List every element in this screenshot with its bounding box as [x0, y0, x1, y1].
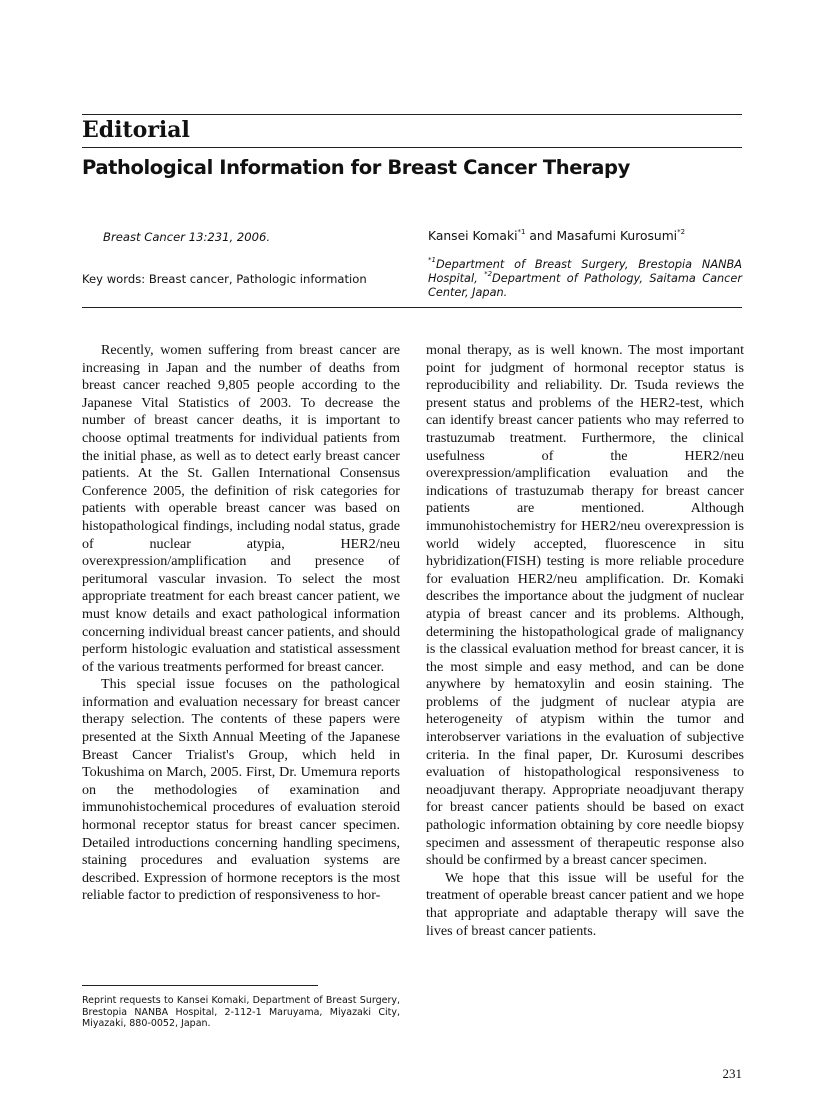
affiliation-mark: *1	[428, 256, 436, 265]
body-column-right	[426, 342, 744, 940]
page-number: 231	[722, 1066, 742, 1081]
affiliation-text: Department of Pathology, Saitama Cancer Center, Japan.	[428, 272, 742, 299]
body-column-left	[82, 342, 400, 905]
affiliation-mark: *2	[484, 270, 493, 279]
footnote-rule	[82, 985, 318, 986]
author-connector: and	[525, 229, 557, 243]
citation: Breast Cancer 13:231, 2006.	[103, 230, 271, 244]
body-paragraph: This special issue focuses on the pathological information and evaluation necessary for breast cancer therapy selection. The contents of these papers were presented at the Sixth Annual Meeting of the Japanese Breast Cancer Trialist's Group, which held in Tokushima on March, 2005. First, Dr. Umemura reports on the methodologies of examination and immunohistochemical procedures of evaluation steroid hormonal receptor status for breast cancer specimen. Detailed introductions concerning handling specimens, staining procedures and evaluation systems are described. Expression of hormone receptors is the most reliable factor to prediction of responsiveness to hor-	[82, 676, 400, 904]
title-rule	[82, 147, 742, 148]
body-paragraph: Recently, women suffering from breast cancer are increasing in Japan and the number of deaths from breast cancer reached 9,805 people according to the Japanese Vital Statistics of 2003. To decrease the number of breast cancer deaths, it is important to choose optimal treatments for individual patients from the initial phase, as well as to detect early breast cancer patients. At the St. Gallen International Consensus Conference 2005, the definition of risk categories for patients with operable breast cancer was based on histopathological findings, including nodal status, grade of nuclear atypia, HER2/neu overexpression/amplification and presence of peritumoral vascular invasion. To select the most appropriate treatment for each breast cancer patient, we must know details and exact pathological information concerning individual breast cancer patients, and should perform histologic evaluation and statistical assessment of the various treatments performed for breast cancer.	[82, 342, 400, 675]
author-name: Kansei Komaki	[428, 229, 518, 243]
authors	[428, 229, 685, 243]
body-paragraph: We hope that this issue will be useful for the treatment of operable breast cancer patient and we hope that appropriate and adaptable therapy will save the lives of breast cancer patients.	[426, 869, 744, 939]
section-label: Editorial	[82, 117, 190, 143]
affiliations	[428, 258, 742, 300]
keywords: Key words: Breast cancer, Pathologic information	[82, 272, 367, 286]
author-mark: *2	[677, 227, 686, 236]
footnote: Reprint requests to Kansei Komaki, Department of Breast Surgery, Brestopia NANBA Hospital, 2-112-1 Maruyama, Miyazaki City, Miyazaki, 880-0052, Japan.	[82, 995, 400, 1030]
article-title: Pathological Information for Breast Cancer Therapy	[82, 156, 630, 179]
top-rule	[82, 114, 742, 115]
author-mark: *1	[517, 227, 526, 236]
body-paragraph: monal therapy, as is well known. The most important point for judgment of hormonal receptor status is reproducibility and reliability. Dr. Tsuda reviews the present status and problems of the HER2-test, which can identify breast cancer patients who may referred to trastuzumab treatment. Furthermore, the clinical usefulness of the HER2/neu overexpression/amplification evaluation and the indications of trastuzumab therapy for breast cancer patients are mentioned. Although immunohistochemistry for HER2/neu overexpression is world widely accepted, fluorescence in situ hybridization(FISH) testing is more reliable procedure for evaluation HER2/neu amplification. Dr. Komaki describes the importance about the judgment of nuclear atypia of breast cancer and its problems. Although, determining the histopathological grade of malignancy is the classical evaluation method for breast cancer, it is the most simple and easy method, and can be done anywhere by hematoxylin and eosin staining. The problems of the judgment of nuclear atypia are heterogeneity of atypism within the tumor and interobserver variations in the evaluation of subjective criteria. In the final paper, Dr. Kurosumi describes evaluation of histopathological responsiveness to neoadjuvant therapy. Appropriate neoadjuvant therapy for breast cancer patients should be based on exact pathologic information obtaining by core needle biopsy specimen and assessment of therapeutic response also should be confirmed by a breast cancer specimen.	[426, 342, 744, 869]
affiliation-text: Department of Breast Surgery, Brestopia NANBA Hospital,	[428, 258, 742, 285]
header-bottom-rule	[82, 307, 742, 308]
author-name: Masafumi Kurosumi	[556, 229, 678, 243]
